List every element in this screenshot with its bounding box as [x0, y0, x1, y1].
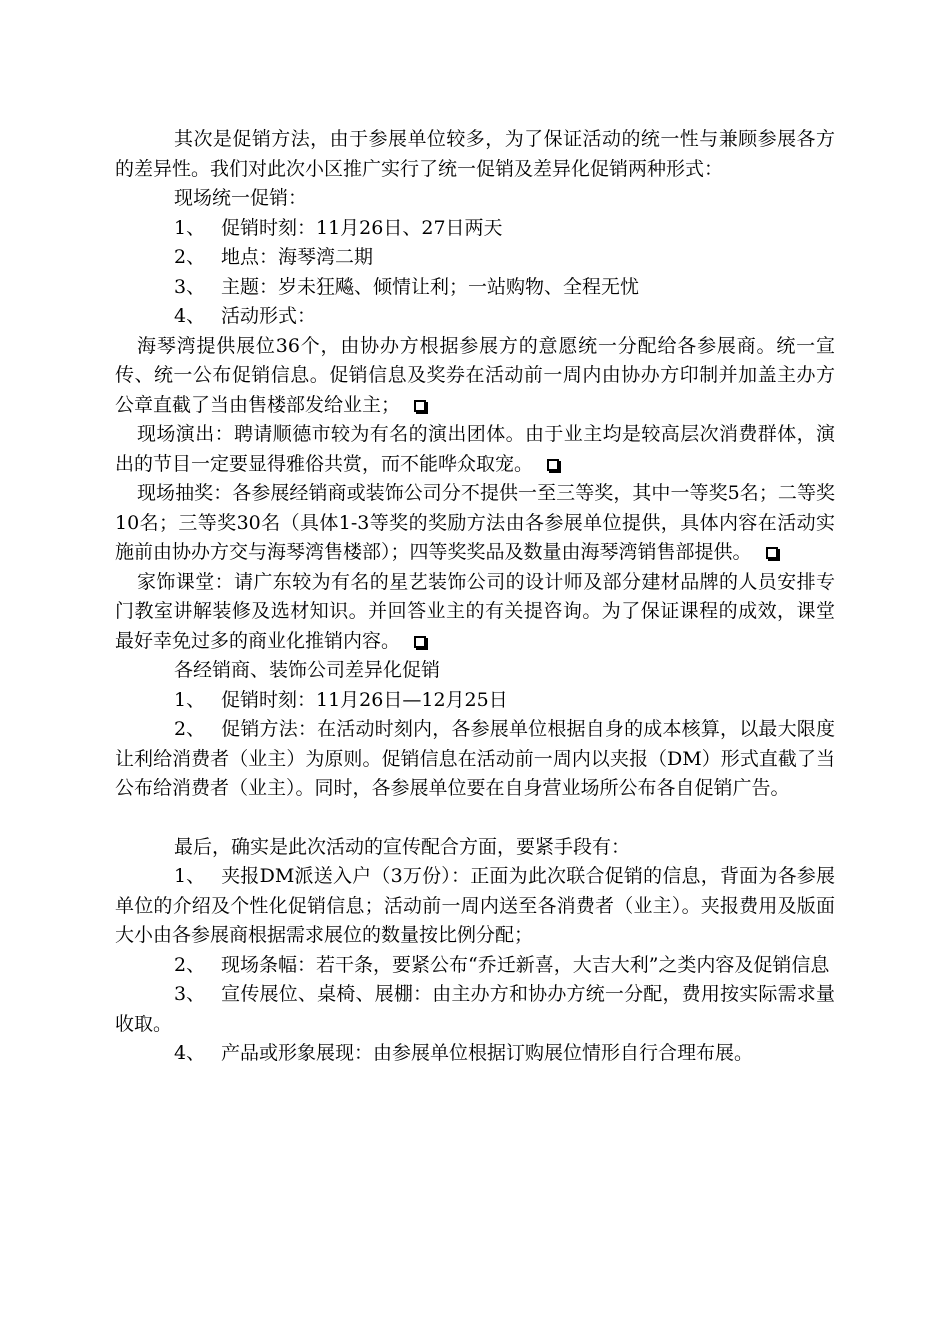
document-page — [115, 125, 835, 1069]
final-heading: 最后，确实是此次活动的宣传配合方面，要紧手段有： — [174, 835, 631, 858]
checkbox-bullet-icon — [547, 459, 559, 471]
unified-promotion-heading: 现场统一促销： — [174, 187, 308, 209]
checkbox-bullet-icon — [766, 547, 778, 559]
differentiated-promotion-heading: 各经销商、装饰公司差异化促销 — [174, 659, 441, 681]
diff-item-1: 1、 促销时刻：11月26日—12月25日 — [174, 688, 508, 711]
performance-paragraph: 现场演出：聘请顺德市较为有名的演出团体。由于业主均是较高层次消费群体，演出的节目一定要显得雅俗共赏，而不能哗众取宠。 — [115, 423, 835, 475]
booth-paragraph: 海琴湾提供展位36个，由协办方根据参展方的意愿统一分配给各参展商。统一宣传、统一公布促销信息。促销信息及奖券在活动前一周内由协办方印制并加盖主办方公章直截了当由售楼部发给业主； — [115, 334, 835, 416]
unified-item-4: 4、 活动形式： — [174, 305, 317, 327]
unified-item-3: 3、 主题：岁未狂飚、倾情让利；一站购物、全程无忧 — [174, 275, 640, 298]
checkbox-bullet-icon — [414, 400, 426, 412]
checkbox-bullet-icon — [414, 636, 426, 648]
unified-item-2: 2、 地点：海琴湾二期 — [174, 246, 374, 268]
final-item-1: 1、 夹报DM派送入户（3万份）：正面为此次联合促销的信息，背面为各参展单位的介绍及个性化促销信息；活动前一周内送至各消费者（业主）。夹报费用及版面大小由各参展商根据需求展位的数量按比例分配； — [115, 865, 835, 946]
final-item-4: 4、 产品或形象展现：由参展单位根据订购展位情形自行合理布展。 — [174, 1042, 754, 1064]
diff-item-2: 2、 促销方法：在活动时刻内，各参展单位根据自身的成本核算，以最大限度让利给消费者（业主）为原则。促销信息在活动前一周内以夹报（DM）形式直截了当公布给消费者（业主）。同时，各参展单位要在自身营业场所公布各自促销广告。 — [115, 718, 835, 799]
final-item-3: 3、 宣传展位、桌椅、展棚：由主办方和协办方统一分配，费用按实际需求量收取。 — [115, 983, 835, 1035]
lottery-paragraph: 现场抽奖：各参展经销商或装饰公司分不提供一至三等奖，其中一等奖5名；二等奖10名；三等奖30名（具体1-3等奖的奖励方法由各参展单位提供，具体内容在活动实施前由协办方交与海琴湾售楼部）；四等奖奖品及数量由海琴湾销售部提供。 — [115, 482, 835, 563]
intro-paragraph: 其次是促销方法，由于参展单位较多，为了保证活动的统一性与兼顾参展各方的差异性。我们对此次小区推广实行了统一促销及差异化促销两种形式： — [115, 128, 835, 180]
unified-item-1: 1、 促销时刻：11月26日、27日两天 — [174, 216, 503, 239]
paragraph-spacer — [115, 804, 835, 833]
classroom-paragraph: 家饰课堂：请广东较为有名的星艺装饰公司的设计师及部分建材品牌的人员安排专门教室讲解装修及选材知识。并回答业主的有关提咨询。为了保证课程的成效，课堂最好幸免过多的商业化推销内容。 — [115, 570, 835, 652]
final-item-2: 2、 现场条幅：若干条，要紧公布“乔迁新喜，大吉大利”之类内容及促销信息 — [174, 953, 830, 976]
